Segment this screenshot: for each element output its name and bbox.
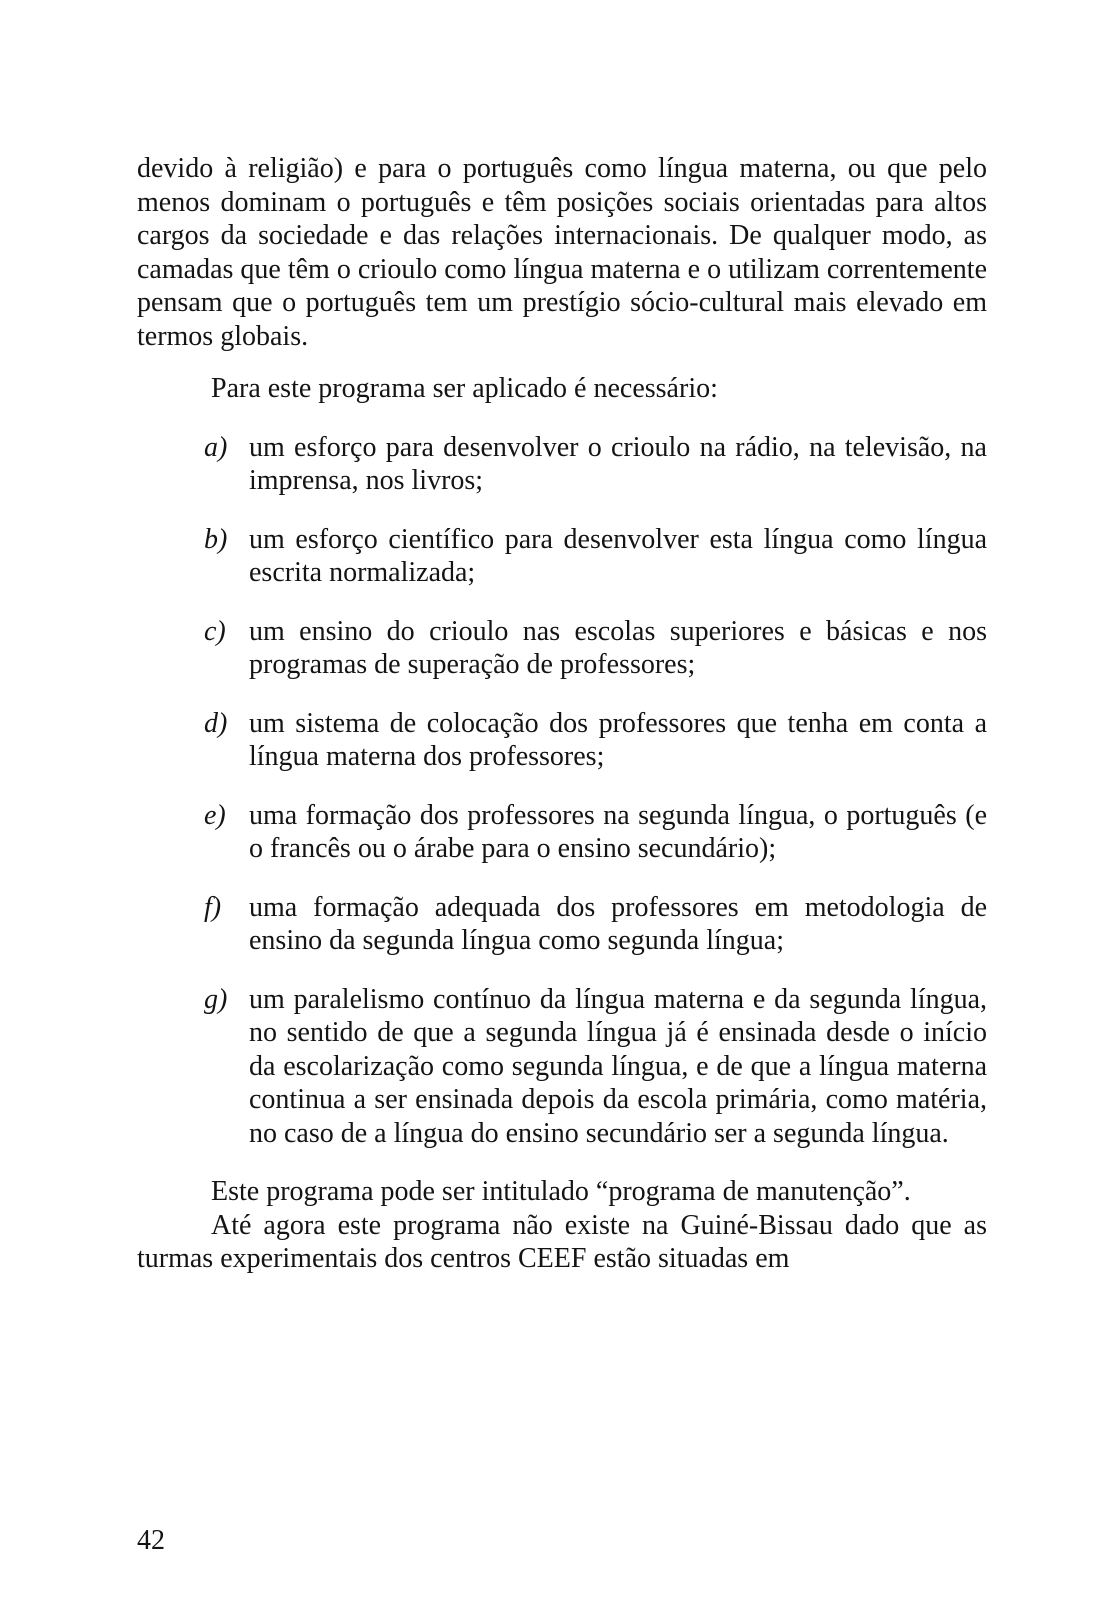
list-marker: b) xyxy=(204,523,228,555)
list-item-text: um ensino do crioulo nas escolas superiores e básicas e nos programas de superação de professores; xyxy=(249,615,987,680)
list-item xyxy=(137,799,987,866)
intro-paragraph: devido à religião) e para o português como língua materna, ou que pelo menos dominam o português e têm posições sociais orientadas para altos cargos da sociedade e das relações internacionais. De qualquer modo, as camadas que têm o crioulo como língua materna e o utilizam correntemente pensam que o português tem um prestígio sócio-cultural mais elevado em termos globais. xyxy=(137,153,987,352)
page-body xyxy=(137,152,987,1276)
list-item-text: um sistema de colocação dos professores que tenha em conta a língua materna dos professores; xyxy=(249,707,987,772)
list-marker: g) xyxy=(204,983,228,1015)
list-marker: a) xyxy=(204,431,228,463)
closing-paragraph-1: Este programa pode ser intitulado “programa de manutenção”. xyxy=(211,1176,911,1207)
list-item-text: um paralelismo contínuo da língua materna e da segunda língua, no sentido de que a segunda língua já é ensinada desde o início da escolarização como segunda língua, e de que a língua materna continua a ser ensinada depois da escola primária, como matéria, no caso de a língua do ensino secundário ser a segunda língua. xyxy=(249,983,987,1149)
list-item xyxy=(137,523,987,590)
requirements-list xyxy=(137,431,987,1151)
lead-in-paragraph: Para este programa ser aplicado é necessário: xyxy=(211,373,718,404)
list-marker: e) xyxy=(204,799,226,831)
list-marker: d) xyxy=(204,707,228,739)
list-item xyxy=(137,615,987,682)
list-item xyxy=(137,707,987,774)
list-item xyxy=(137,891,987,958)
list-marker: c) xyxy=(204,615,226,647)
page-number: 42 xyxy=(137,1525,165,1556)
list-item xyxy=(137,983,987,1151)
list-item-text: um esforço científico para desenvolver esta língua como língua escrita normalizada; xyxy=(249,523,987,588)
list-item xyxy=(137,431,987,498)
list-marker: f) xyxy=(204,891,222,923)
list-item-text: um esforço para desenvolver o crioulo na rádio, na televisão, na imprensa, nos livros; xyxy=(249,431,987,496)
closing-paragraph-2: Até agora este programa não existe na Guiné-Bissau dado que as turmas experimentais dos centros CEEF estão situadas em xyxy=(137,1209,987,1274)
list-item-text: uma formação dos professores na segunda língua, o português (e o francês ou o árabe para o ensino secundário); xyxy=(249,799,987,864)
list-item-text: uma formação adequada dos professores em metodologia de ensino da segunda língua como segunda língua; xyxy=(249,891,987,956)
